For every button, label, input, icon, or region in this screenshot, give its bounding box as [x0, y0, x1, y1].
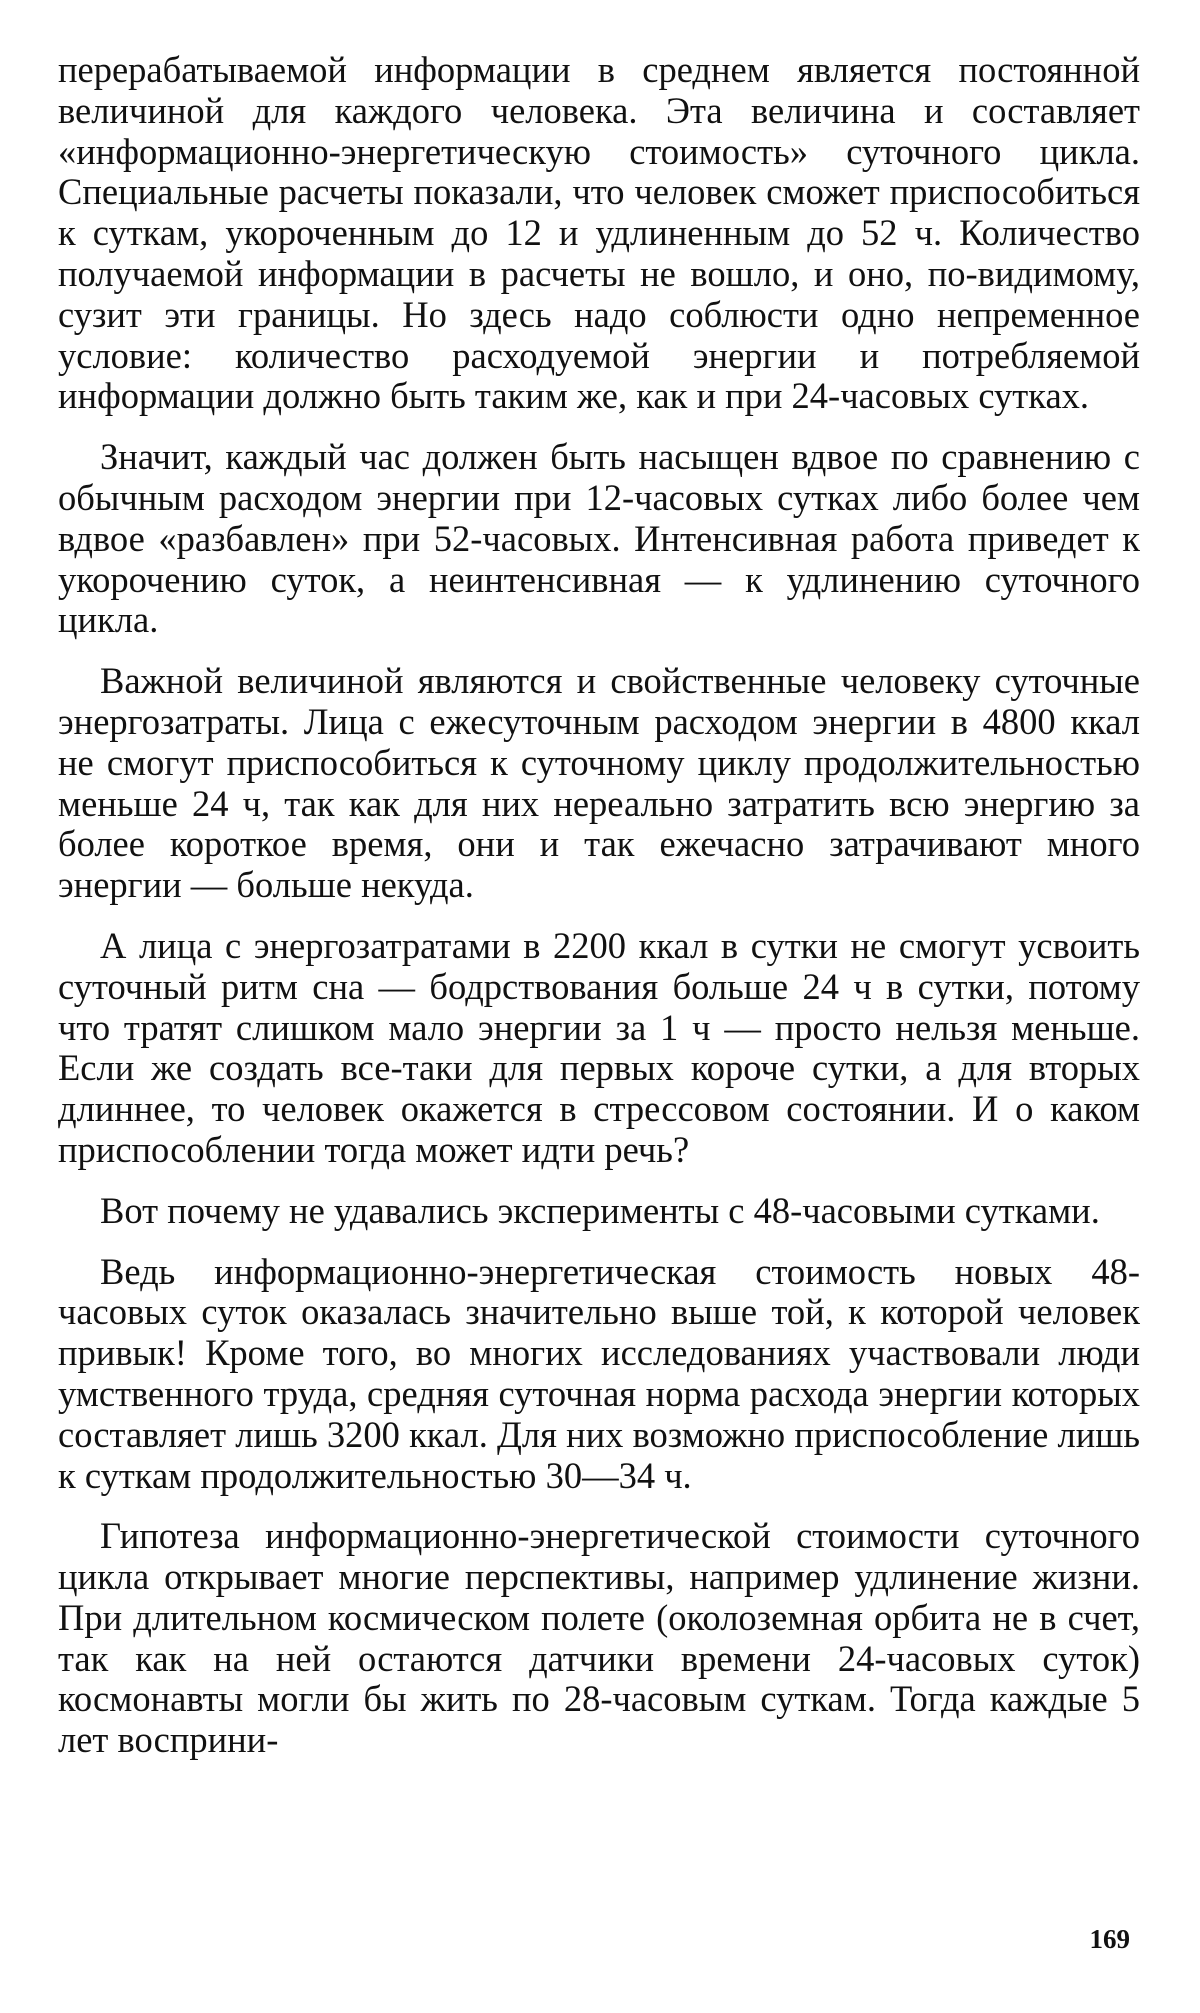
paragraph-2: Значит, каждый час должен быть насыщен вдвое по сравнению с обычным расходом энергии при 12-часовых сутках либо более чем вдвое «разбавлен» при 52-часовых. Интенсивная работа приведет к укорочению суток, а неинтенсивная — к удлинению суточного цикла.	[58, 436, 1140, 641]
document-page	[58, 50, 1140, 1781]
paragraph-3: Важной величиной являются и свойственные человеку суточные энергозатраты. Лица с ежесуточным расходом энергии в 4800 ккал не смогут приспособиться к суточному циклу продолжительностью меньше 24 ч, так как для них нереально затратить всю энергию за более короткое время, они и так ежечасно затрачивают много энергии — больше некуда.	[58, 660, 1140, 906]
paragraph-7: Гипотеза информационно-энергетической стоимости суточного цикла открывает многие перспективы, например удлинение жизни. При длительном космическом полете (околоземная орбита не в счет, так как на ней остаются датчики времени 24-часовых суток) космонавты могли бы жить по 28-часовым суткам. Тогда каждые 5 лет восприни-	[58, 1515, 1140, 1761]
page-number: 169	[1089, 1924, 1130, 1954]
paragraph-1: перерабатываемой информации в среднем является постоянной величиной для каждого человека. Эта величина и составляет «информационно-энергетическую стоимость» суточного цикла. Специальные расчеты показали, что человек сможет приспособиться к суткам, укороченным до 12 и удлиненным до 52 ч. Количество получаемой информации в расчеты не вошло, и оно, по-видимому, сузит эти границы. Но здесь надо соблюсти одно непременное условие: количество расходуемой энергии и потребляемой информации должно быть таким же, как и при 24-часовых сутках.	[58, 49, 1140, 417]
paragraph-6: Ведь информационно-энергетическая стоимость новых 48-часовых суток оказалась значительно выше той, к которой человек привык! Кроме того, во многих исследованиях участвовали люди умственного труда, средняя суточная норма расхода энергии которых составляет лишь 3200 ккал. Для них возможно приспособление лишь к суткам продолжительностью 30—34 ч.	[58, 1250, 1140, 1496]
paragraph-4: А лица с энергозатратами в 2200 ккал в сутки не смогут усвоить суточный ритм сна — бодрствования больше 24 ч в сутки, потому что тратят слишком мало энергии за 1 ч — просто нельзя меньше. Если же создать все-таки для первых короче сутки, а для вторых длиннее, то человек окажется в стрессовом состоянии. И о каком приспособлении тогда может идти речь?	[58, 924, 1140, 1170]
paragraph-5: Вот почему не удавались эксперименты с 48-часовыми сутками.	[100, 1189, 1100, 1231]
